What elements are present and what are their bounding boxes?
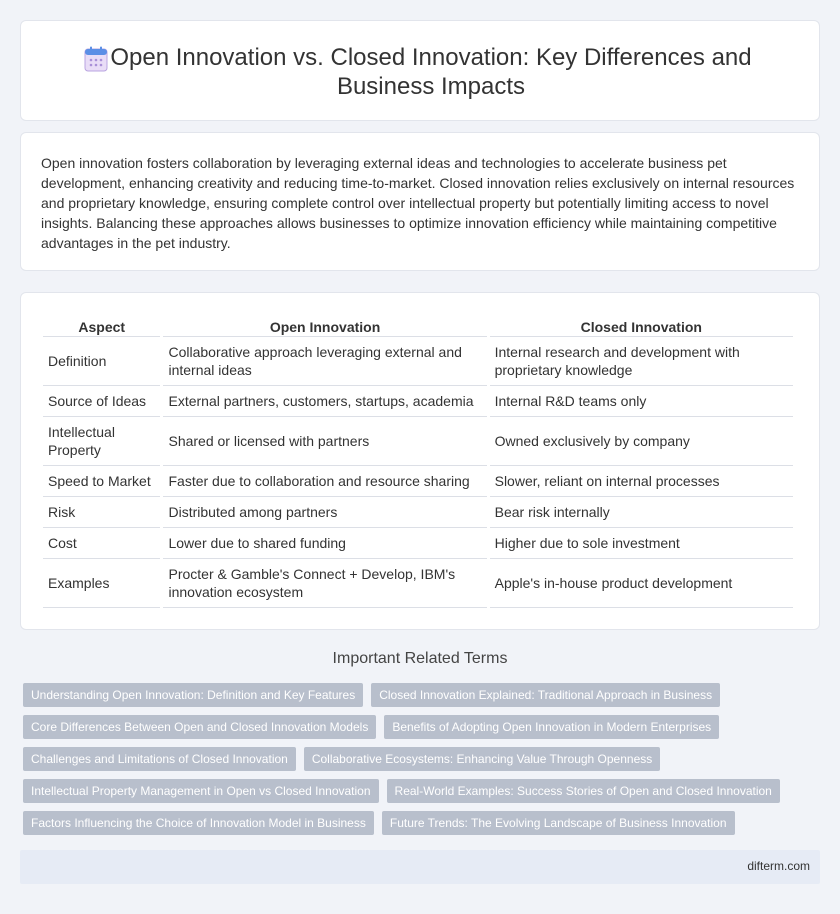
- comparison-table-card: [20, 292, 820, 630]
- related-term-tag[interactable]: Closed Innovation Explained: Traditional Approach in Business: [371, 683, 720, 707]
- table-cell: Internal research and development with proprietary knowledge: [490, 337, 793, 386]
- table-cell: Distributed among partners: [163, 497, 486, 528]
- table-cell: Lower due to shared funding: [163, 528, 486, 559]
- related-term-tag[interactable]: Benefits of Adopting Open Innovation in Modern Enterprises: [384, 715, 719, 739]
- column-header-closed: Closed Innovation: [490, 313, 793, 337]
- table-row: [43, 417, 793, 466]
- table-header-row: [43, 313, 793, 337]
- table-cell: External partners, customers, startups, academia: [163, 386, 486, 417]
- table-cell: Cost: [43, 528, 160, 559]
- table-row: [43, 559, 793, 608]
- table-cell: Procter & Gamble's Connect + Develop, IBM's innovation ecosystem: [163, 559, 486, 608]
- table-cell: Owned exclusively by company: [490, 417, 793, 466]
- footer: [20, 850, 820, 884]
- related-term-tag[interactable]: Intellectual Property Management in Open vs Closed Innovation: [23, 779, 379, 803]
- column-header-open: Open Innovation: [163, 313, 486, 337]
- header-card: [20, 20, 820, 121]
- table-cell: Collaborative approach leveraging external and internal ideas: [163, 337, 486, 386]
- table-cell: Speed to Market: [43, 466, 160, 497]
- table-cell: Definition: [43, 337, 160, 386]
- column-header-aspect: Aspect: [43, 313, 160, 337]
- intro-card: [20, 132, 820, 271]
- related-term-tag[interactable]: Collaborative Ecosystems: Enhancing Value Through Openness: [304, 747, 660, 771]
- related-term-tag[interactable]: Core Differences Between Open and Closed Innovation Models: [23, 715, 376, 739]
- footer-site-link[interactable]: difterm.com: [747, 859, 810, 873]
- related-terms-list: [23, 683, 813, 835]
- comparison-table: [40, 313, 796, 608]
- related-terms-title: Important Related Terms: [332, 650, 508, 667]
- table-cell: Faster due to collaboration and resource sharing: [163, 466, 486, 497]
- table-cell: Bear risk internally: [490, 497, 793, 528]
- related-term-tag[interactable]: Challenges and Limitations of Closed Innovation: [23, 747, 296, 771]
- table-cell: Source of Ideas: [43, 386, 160, 417]
- intro-paragraph: Open innovation fosters collaboration by leveraging external ideas and technologies to accelerate business pet development, enhancing creativity and reducing time-to-market. Closed innovation relies exclusively on internal resources and proprietary knowledge, ensuring complete control over intellectual property but potentially limiting access to novel insights. Balancing these approaches allows businesses to optimize innovation efficiency while maintaining competitive advantages in the pet industry.: [41, 155, 795, 251]
- table-row: [43, 528, 793, 559]
- table-cell: Internal R&D teams only: [490, 386, 793, 417]
- related-term-tag[interactable]: Understanding Open Innovation: Definition and Key Features: [23, 683, 363, 707]
- table-row: [43, 337, 793, 386]
- table-cell: Apple's in-house product development: [490, 559, 793, 608]
- table-cell: Higher due to sole investment: [490, 528, 793, 559]
- related-term-tag[interactable]: Future Trends: The Evolving Landscape of Business Innovation: [382, 811, 735, 835]
- related-term-tag[interactable]: Real-World Examples: Success Stories of Open and Closed Innovation: [387, 779, 780, 803]
- table-cell: Risk: [43, 497, 160, 528]
- table-cell: Examples: [43, 559, 160, 608]
- page-title: Open Innovation vs. Closed Innovation: Key Differences and Business Impacts: [110, 43, 752, 100]
- table-cell: Intellectual Property: [43, 417, 160, 466]
- table-cell: Shared or licensed with partners: [163, 417, 486, 466]
- table-row: [43, 386, 793, 417]
- related-term-tag[interactable]: Factors Influencing the Choice of Innovation Model in Business: [23, 811, 374, 835]
- table-cell: Slower, reliant on internal processes: [490, 466, 793, 497]
- table-row: [43, 497, 793, 528]
- table-row: [43, 466, 793, 497]
